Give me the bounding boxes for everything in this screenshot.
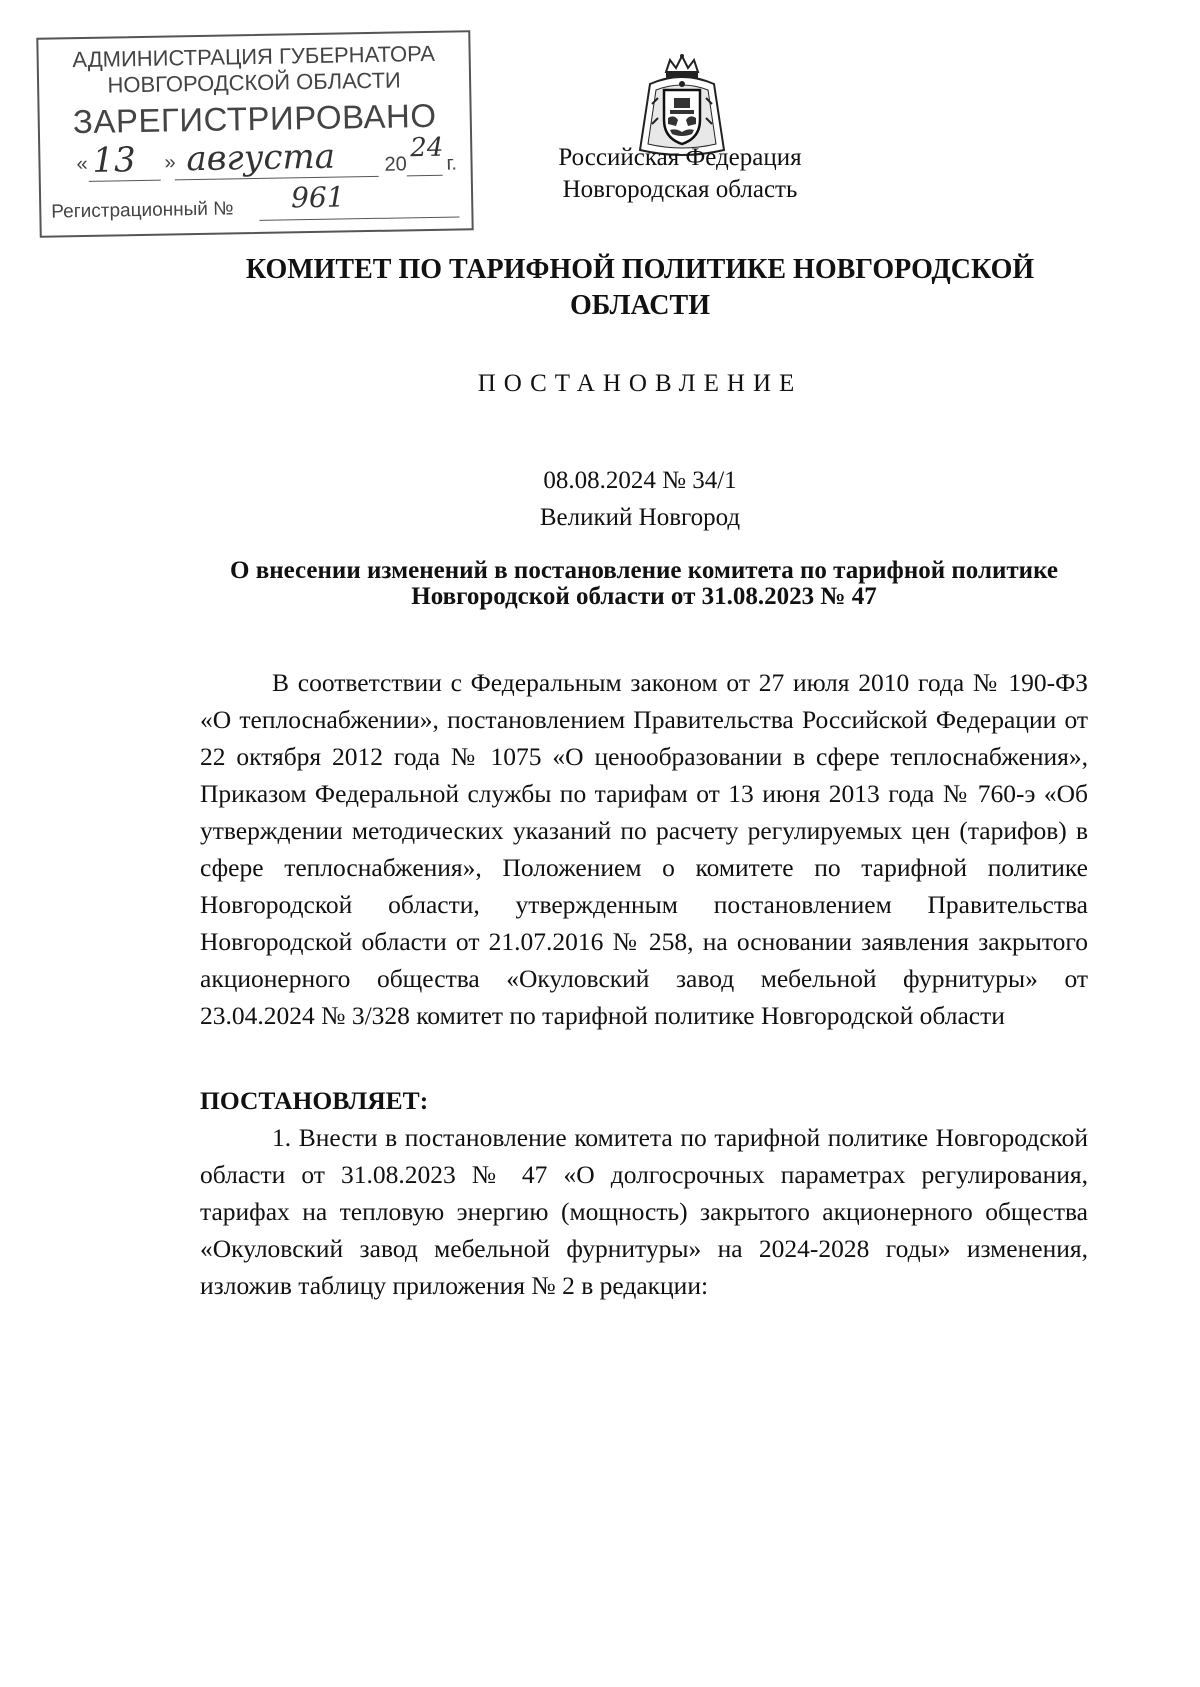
stamp-date [66,132,465,183]
document-date-number: 08.08.2024 № 34/1 [543,467,737,494]
stamp-registration-number [51,180,461,223]
committee-title-line1: КОМИТЕТ ПО ТАРИФНОЙ ПОЛИТИКЕ НОВГОРОДСКОЙ [245,254,1035,285]
document-subject-line2: Новгородской области от 31.08.2023 № 47 [411,583,877,610]
stamp-org-line1: АДМИНИСТРАЦИЯ ГУБЕРНАТОРА [72,40,436,73]
document-subject-line1: О внесении изменений в постановление комитета по тарифной политике [230,557,1058,584]
header-country: Российская Федерация [558,144,802,171]
registration-stamp [36,30,473,238]
stamp-day-underline [89,180,161,182]
item-1-paragraph: 1. Внести в постановление комитета по тарифной политике Новгородской области от 31.08.2023 № 47 «О долгосрочных параметрах регулирования, тарифах на тепловую энергию (мощность) закрытого акционерного общества «Окуловский завод мебельной фурнитуры» на 2024-2028 годы» изменения, изложив таблицу приложения № 2 в редакции: [200,1123,1088,1300]
committee-title-line2: ОБЛАСТИ [570,290,710,321]
stamp-day: 13 [92,140,137,181]
header-region: Новгородская область [562,176,798,203]
decree-heading: ПОСТАНОВЛЯЕТ: [200,1086,429,1115]
committee-title [200,252,1080,324]
stamp-year: 24 [410,132,444,164]
stamp-year-suffix: г. [446,152,458,175]
stamp-reg-label: Регистрационный № [51,198,234,223]
stamp-reg-underline [260,216,460,220]
preamble-paragraph: В соответствии с Федеральным законом от 27 июля 2010 года № 190-ФЗ «О теплоснабжении», постановлением Правительства Российской Федерации от 22 октября 2012 года № 1075 «О ценообразовании в сфере теплоснабжения», Приказом Федеральной службы по тарифам от 13 июня 2013 года № 760-э «Об утверждении методических указаний по расчету регулируемых цен (тарифов) в сфере теплоснабжения», Положением о комитете по тарифной политике Новгородской области, утвержденным постановлением Правительства Новгородской области от 21.07.2016 № 258, на основании заявления закрытого акционерного общества «Окуловский завод мебельной фурнитуры» от 23.04.2024 № 3/328 комитет по тарифной политике Новгородской области [200,668,1088,1030]
stamp-month: августа [186,136,336,180]
stamp-year-prefix: 20 [384,153,407,176]
stamp-year-underline [407,175,443,177]
document-type: ПОСТАНОВЛЕНИЕ [477,370,803,397]
stamp-quote-open: « [76,152,88,176]
stamp-organization [38,40,469,99]
stamp-registered: ЗАРЕГИСТРИРОВАНО [72,96,437,141]
document-subject [200,558,1088,610]
stamp-quote-close: » [164,151,176,174]
document-city: Великий Новгород [539,504,741,531]
stamp-reg-number: 961 [290,180,345,215]
stamp-org-line2: НОВГОРОДСКОЙ ОБЛАСТИ [107,67,401,98]
